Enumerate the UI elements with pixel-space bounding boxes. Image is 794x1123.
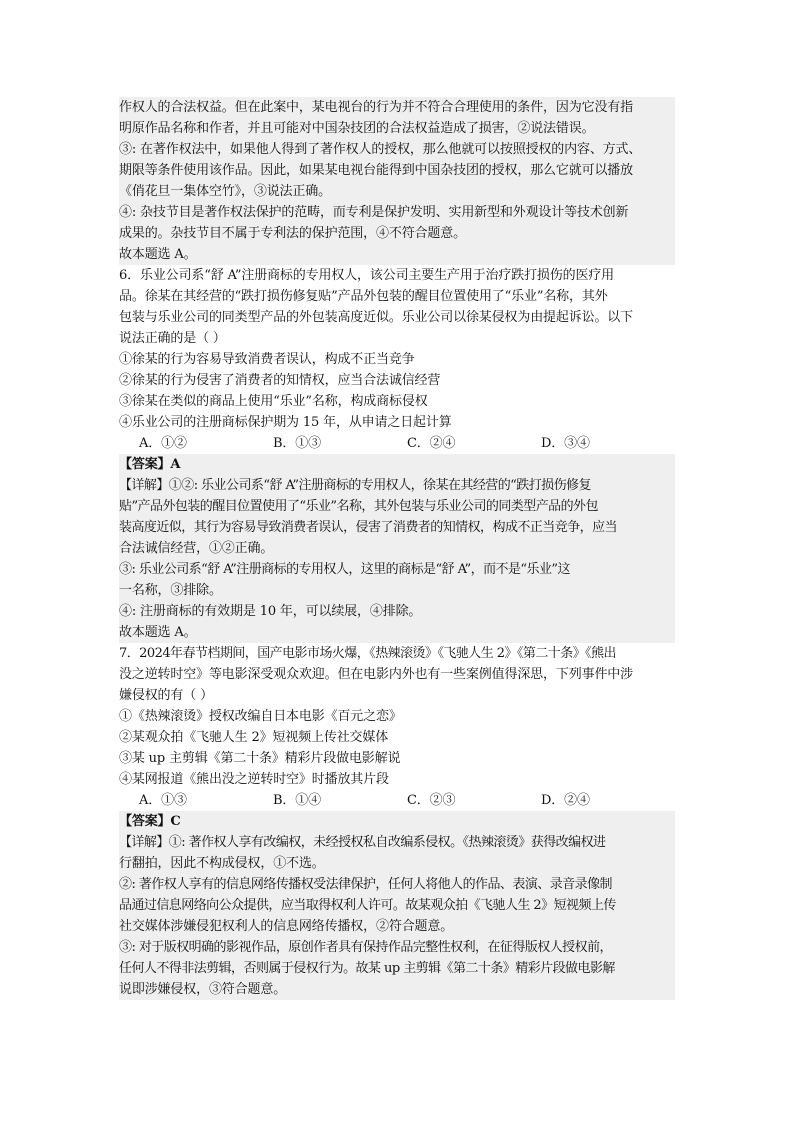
analysis-line: ③: 对于版权明确的影视作品，原创作者具有保持作品完整性权利，在征得版权人授权前， xyxy=(119,940,612,955)
analysis-line: 合法诚信经营，①②正确。 xyxy=(119,541,274,556)
analysis-line: 说即涉嫌侵权，③符合题意。 xyxy=(119,982,287,997)
q5-analysis-tail xyxy=(119,97,675,265)
analysis-line: 【详解】①②: 乐业公司系“舒 A”注册商标的专用权人，徐某在其经营的“跌打损伤修复 xyxy=(119,478,591,493)
analysis-line: ④: 注册商标的有效期是 10 年，可以续展，④排除。 xyxy=(119,604,422,619)
answer-options xyxy=(119,433,675,454)
statement: ①《热辣滚烫》授权改编自日本电影《百元之恋》 xyxy=(119,709,402,724)
analysis-line: ③: 乐业公司系“舒 A”注册商标的专用权人，这里的商标是“舒 A”，而不是“乐业”这 xyxy=(119,562,570,577)
statement: ④某网报道《熊出没之逆转时空》时播放其片段 xyxy=(119,772,389,787)
analysis-line: 《俏花旦一集体空竹》，③说法正确。 xyxy=(119,184,331,199)
option-a: A．①③ xyxy=(139,793,187,808)
analysis-line: 行翻拍，因此不构成侵权，①不选。 xyxy=(119,856,325,871)
analysis-line: 社交媒体涉嫌侵犯权利人的信息网络传播权，②符合题意。 xyxy=(119,919,454,934)
answer-key: 【答案】C xyxy=(119,814,181,829)
question-7 xyxy=(119,643,675,1000)
analysis-line: 期限等条件使用该作品。因此，如果某电视台能得到中国杂技团的授权，那么它就可以播放 xyxy=(119,163,634,178)
question-stem-line: 包装与乐业公司的同类型产品的外包装高度近似。乐业公司以徐某侵权为由提起诉讼。以下 xyxy=(119,310,634,325)
option-c: C．②③ xyxy=(407,793,456,808)
statement: ③徐某在类似的商品上使用“乐业”名称，构成商标侵权 xyxy=(119,394,428,409)
statement: ②徐某的行为侵害了消费者的知情权，应当合法诚信经营 xyxy=(119,373,441,388)
analysis-line: ③: 在著作权法中，如果他人得到了著作权人的授权，那么他就可以按照授权的内容、方式、 xyxy=(119,142,642,157)
analysis-line: 故本题选 A。 xyxy=(119,625,197,640)
analysis-line: 任何人不得非法剪辑，否则属于侵权行为。故某 up 主剪辑《第二十条》精彩片段做电影解 xyxy=(119,961,615,976)
analysis-line: 故本题选 A。 xyxy=(119,247,197,262)
option-b: B．①④ xyxy=(273,793,321,808)
question-stem-line: 6．乐业公司系“舒 A”注册商标的专用权人，该公司主要生产用于治疗跌打损伤的医疗用 xyxy=(119,268,615,283)
analysis-line: 明原作品名称和作者，并且可能对中国杂技团的合法权益造成了损害，②说法错误。 xyxy=(119,121,595,136)
analysis-line: ④: 杂技节目是著作权法保护的范畴，而专利是保护发明、实用新型和外观设计等技术创新 xyxy=(119,205,629,220)
answer-key: 【答案】A xyxy=(119,457,181,472)
option-a: A．①② xyxy=(139,436,187,451)
question-stem-line: 说法正确的是（ ） xyxy=(119,331,226,346)
analysis-line: 作权人的合法权益。但在此案中，某电视台的行为并不符合合理使用的条件，因为它没有指 xyxy=(119,100,634,115)
page-content xyxy=(119,97,675,1000)
option-b: B．①③ xyxy=(273,436,321,451)
question-stem-line: 嫌侵权的有（ ） xyxy=(119,688,213,703)
question-stem-line: 7．2024年春节档期间，国产电影市场火爆，《热辣滚烫》《飞驰人生 2》《第二十条》《熊出 xyxy=(119,646,617,661)
statement: ①徐某的行为容易导致消费者误认，构成不正当竞争 xyxy=(119,352,415,367)
analysis-line: 成果的。杂技节目不属于专利法的保护范围，④不符合题意。 xyxy=(119,226,466,241)
analysis-line: 品通过信息网络向公众提供，应当取得权利人许可。故某观众拍《飞驰人生 2》短视频上传 xyxy=(119,898,616,913)
statement: ②某观众拍《飞驰人生 2》短视频上传社交媒体 xyxy=(119,730,389,745)
question-6 xyxy=(119,265,675,643)
statement: ③某 up 主剪辑《第二十条》精彩片段做电影解说 xyxy=(119,751,401,766)
option-d: D．②④ xyxy=(541,793,590,808)
statement: ④乐业公司的注册商标保护期为 15 年，从申请之日起计算 xyxy=(119,415,452,430)
option-c: C．②④ xyxy=(407,436,456,451)
analysis-line: 一名称，③排除。 xyxy=(119,583,222,598)
question-stem-line: 没之逆转时空》等电影深受观众欢迎。但在电影内外也有一些案例值得深思，下列事件中涉 xyxy=(119,667,634,682)
question-stem-line: 品。徐某在其经营的“跌打损伤修复贴”产品外包装的醒目位置使用了“乐业”名称，其外 xyxy=(119,289,608,304)
answer-options xyxy=(119,790,675,811)
analysis-line: 装高度近似，其行为容易导致消费者误认，侵害了消费者的知情权，构成不正当竞争，应当 xyxy=(119,520,618,535)
option-d: D．③④ xyxy=(541,436,590,451)
analysis-line: 【详解】①: 著作权人享有改编权，未经授权私自改编系侵权。《热辣滚烫》获得改编权进 xyxy=(119,835,606,850)
analysis-line: 贴”产品外包装的醒目位置使用了“乐业”名称，其外包装与乐业公司的同类型产品的外包 xyxy=(119,499,598,514)
analysis-line: ②: 著作权人享有的信息网络传播权受法律保护，任何人将他人的作品、表演、录音录像制 xyxy=(119,877,612,892)
